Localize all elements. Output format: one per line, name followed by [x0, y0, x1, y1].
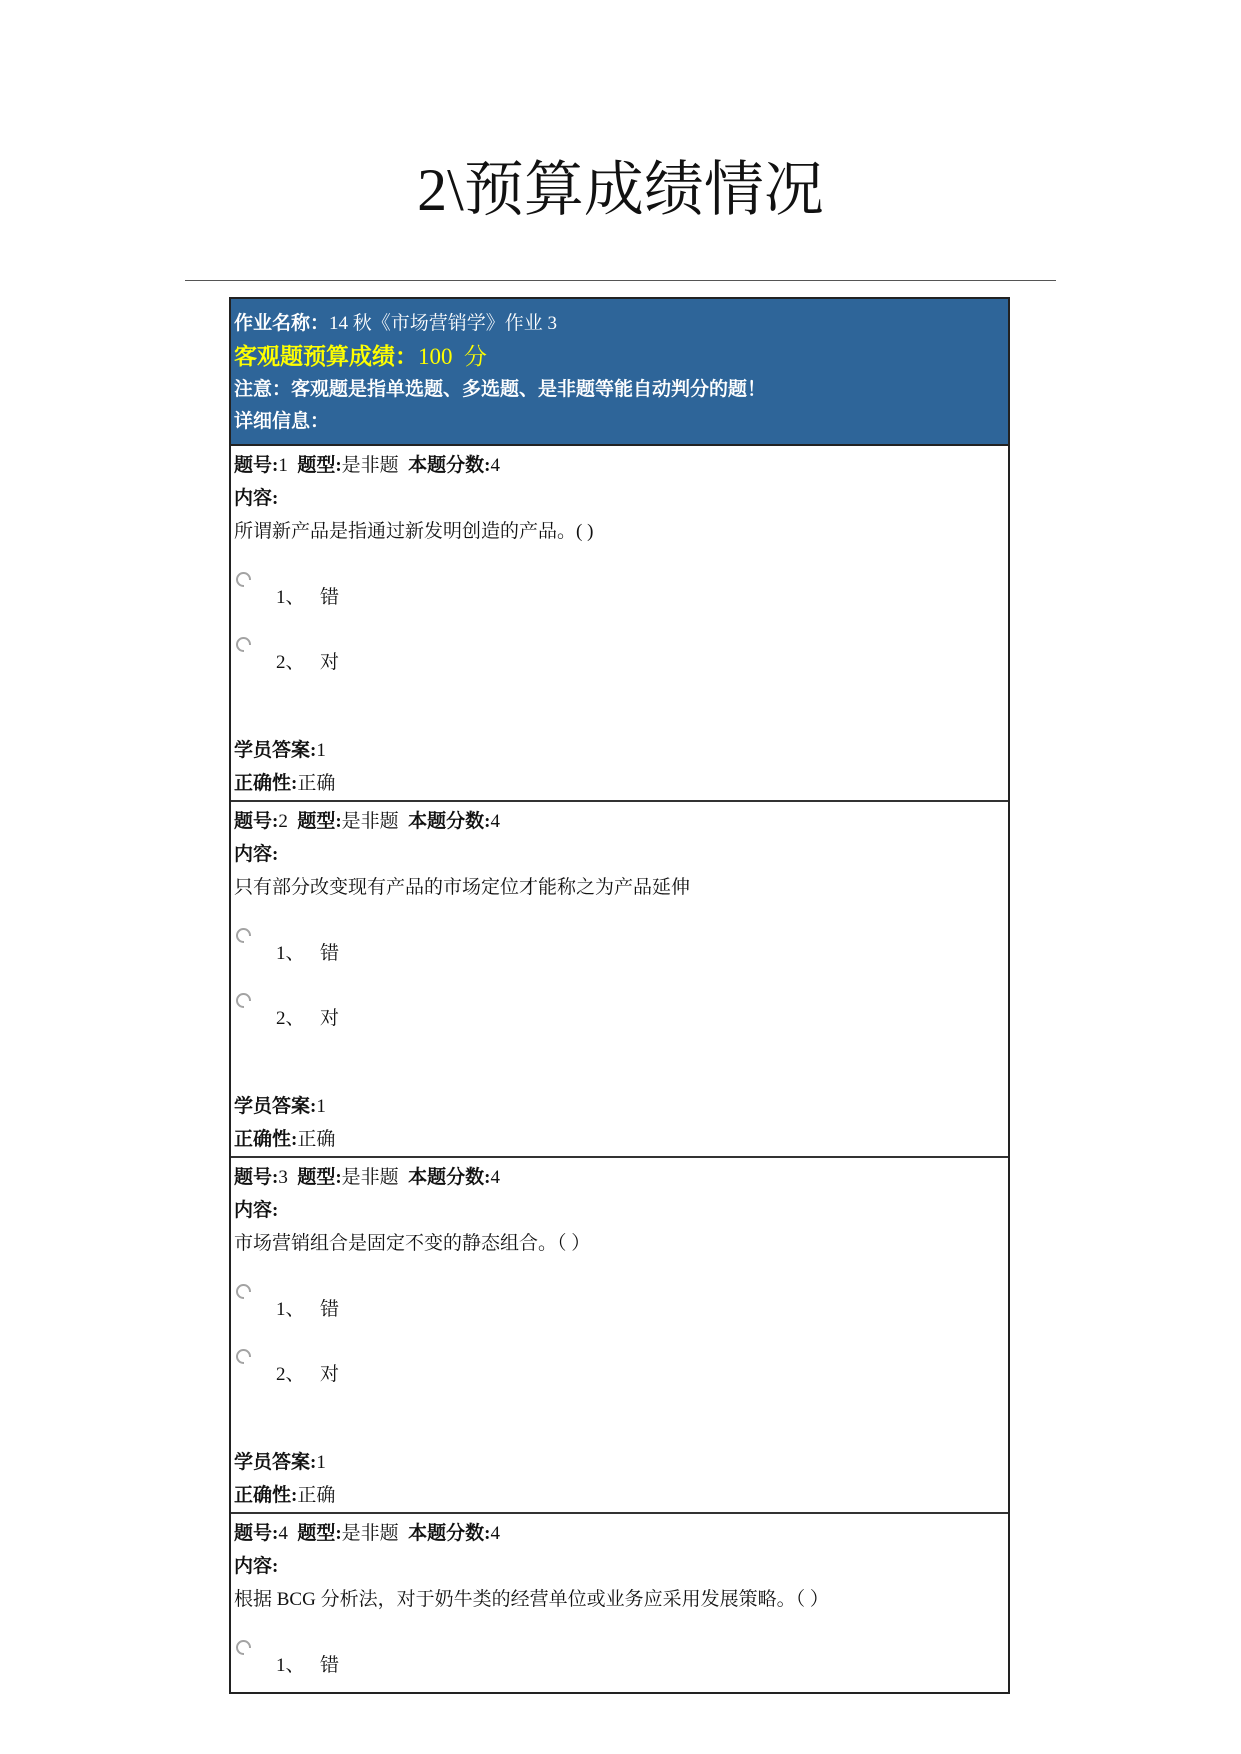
option-label: 错	[320, 1299, 340, 1320]
question-number-label: 题号:	[234, 1523, 279, 1544]
grade-panel	[229, 297, 1010, 1694]
question-score: 4	[490, 811, 500, 832]
answer-option[interactable]	[234, 568, 1005, 633]
radio-button[interactable]	[236, 928, 251, 943]
option-number: 1、	[276, 943, 305, 964]
radio-button[interactable]	[236, 637, 251, 652]
radio-button[interactable]	[236, 1349, 251, 1364]
objective-note: 注意：客观题是指单选题、多选题、是非题等能自动判分的题！	[234, 379, 767, 400]
option-label: 对	[320, 1008, 340, 1029]
answer-option[interactable]	[234, 924, 1005, 989]
question-score: 4	[490, 1167, 500, 1188]
question-score-label: 本题分数:	[408, 455, 491, 476]
question-content: 根据 BCG 分析法，对于奶牛类的经营单位或业务应采用发展策略。（ ）	[234, 1589, 829, 1610]
question-meta	[234, 449, 1005, 482]
student-answer-value: 1	[316, 1452, 326, 1473]
question-number: 4	[278, 1523, 288, 1544]
question-content: 只有部分改变现有产品的市场定位才能称之为产品延伸	[234, 877, 691, 898]
correctness	[234, 1123, 1005, 1156]
question-type-label: 题型:	[297, 455, 342, 476]
question-item	[231, 446, 1008, 802]
question-type-label: 题型:	[297, 811, 342, 832]
assignment-name-label: 作业名称：	[234, 313, 330, 334]
student-answer-label: 学员答案:	[234, 740, 317, 761]
question-meta	[234, 1161, 1005, 1194]
question-meta	[234, 805, 1005, 838]
question-type: 是非题	[341, 811, 399, 832]
question-item	[231, 1514, 1008, 1692]
assignment-name-line	[234, 308, 1005, 340]
question-type: 是非题	[341, 1167, 399, 1188]
correctness	[234, 767, 1005, 800]
radio-button[interactable]	[236, 572, 251, 587]
question-number-label: 题号:	[234, 455, 279, 476]
question-type-label: 题型:	[297, 1167, 342, 1188]
option-number: 1、	[276, 1655, 305, 1676]
student-answer-label: 学员答案:	[234, 1452, 317, 1473]
content-label: 内容:	[234, 488, 279, 509]
answer-option[interactable]	[234, 633, 1005, 698]
student-answer-value: 1	[316, 1096, 326, 1117]
title-divider	[185, 280, 1056, 281]
question-score: 4	[490, 455, 500, 476]
radio-button[interactable]	[236, 993, 251, 1008]
content-label: 内容:	[234, 1556, 279, 1577]
student-answer	[234, 1090, 1005, 1123]
content-label: 内容:	[234, 844, 279, 865]
option-number: 1、	[276, 1299, 305, 1320]
option-label: 错	[320, 1655, 340, 1676]
option-label: 对	[320, 1364, 340, 1385]
option-label: 错	[320, 943, 340, 964]
question-item	[231, 802, 1008, 1158]
option-label: 对	[320, 652, 340, 673]
question-content: 市场营销组合是固定不变的静态组合。（ ）	[234, 1233, 591, 1254]
question-type: 是非题	[341, 1523, 399, 1544]
details-label: 详细信息：	[234, 411, 330, 432]
correctness-label: 正确性:	[234, 1485, 298, 1506]
question-number: 1	[278, 455, 288, 476]
question-type: 是非题	[341, 455, 399, 476]
question-score: 4	[490, 1523, 500, 1544]
question-meta	[234, 1517, 1005, 1550]
objective-score-label: 客观题预算成绩：	[234, 344, 418, 369]
correctness-value: 正确	[297, 1485, 336, 1506]
question-item	[231, 1158, 1008, 1514]
objective-score-value: 100 分	[418, 344, 487, 369]
option-number: 1、	[276, 587, 305, 608]
answer-option[interactable]	[234, 1280, 1005, 1345]
objective-score-line	[234, 340, 1005, 374]
question-number-label: 题号:	[234, 811, 279, 832]
assignment-name-value: 14 秋《市场营销学》作业 3	[329, 313, 558, 334]
radio-button[interactable]	[236, 1284, 251, 1299]
question-list	[231, 446, 1008, 1692]
correctness-value: 正确	[297, 773, 336, 794]
student-answer	[234, 1446, 1005, 1479]
option-number: 2、	[276, 1364, 305, 1385]
question-score-label: 本题分数:	[408, 1523, 491, 1544]
correctness	[234, 1479, 1005, 1512]
student-answer-label: 学员答案:	[234, 1096, 317, 1117]
question-number: 3	[278, 1167, 288, 1188]
question-type-label: 题型:	[297, 1523, 342, 1544]
option-label: 错	[320, 587, 340, 608]
radio-button[interactable]	[236, 1640, 251, 1655]
answer-option[interactable]	[234, 989, 1005, 1054]
content-label: 内容:	[234, 1200, 279, 1221]
question-score-label: 本题分数:	[408, 1167, 491, 1188]
correctness-label: 正确性:	[234, 1129, 298, 1150]
student-answer-value: 1	[316, 740, 326, 761]
grade-summary-header	[231, 299, 1008, 446]
question-content: 所谓新产品是指通过新发明创造的产品。( )	[234, 521, 594, 542]
question-score-label: 本题分数:	[408, 811, 491, 832]
answer-option[interactable]	[234, 1345, 1005, 1410]
correctness-value: 正确	[297, 1129, 336, 1150]
page-title: 2\预算成绩情况	[417, 157, 824, 223]
student-answer	[234, 734, 1005, 767]
question-number-label: 题号:	[234, 1167, 279, 1188]
question-number: 2	[278, 811, 288, 832]
answer-option[interactable]	[234, 1636, 1005, 1692]
correctness-label: 正确性:	[234, 773, 298, 794]
option-number: 2、	[276, 1008, 305, 1029]
option-number: 2、	[276, 652, 305, 673]
